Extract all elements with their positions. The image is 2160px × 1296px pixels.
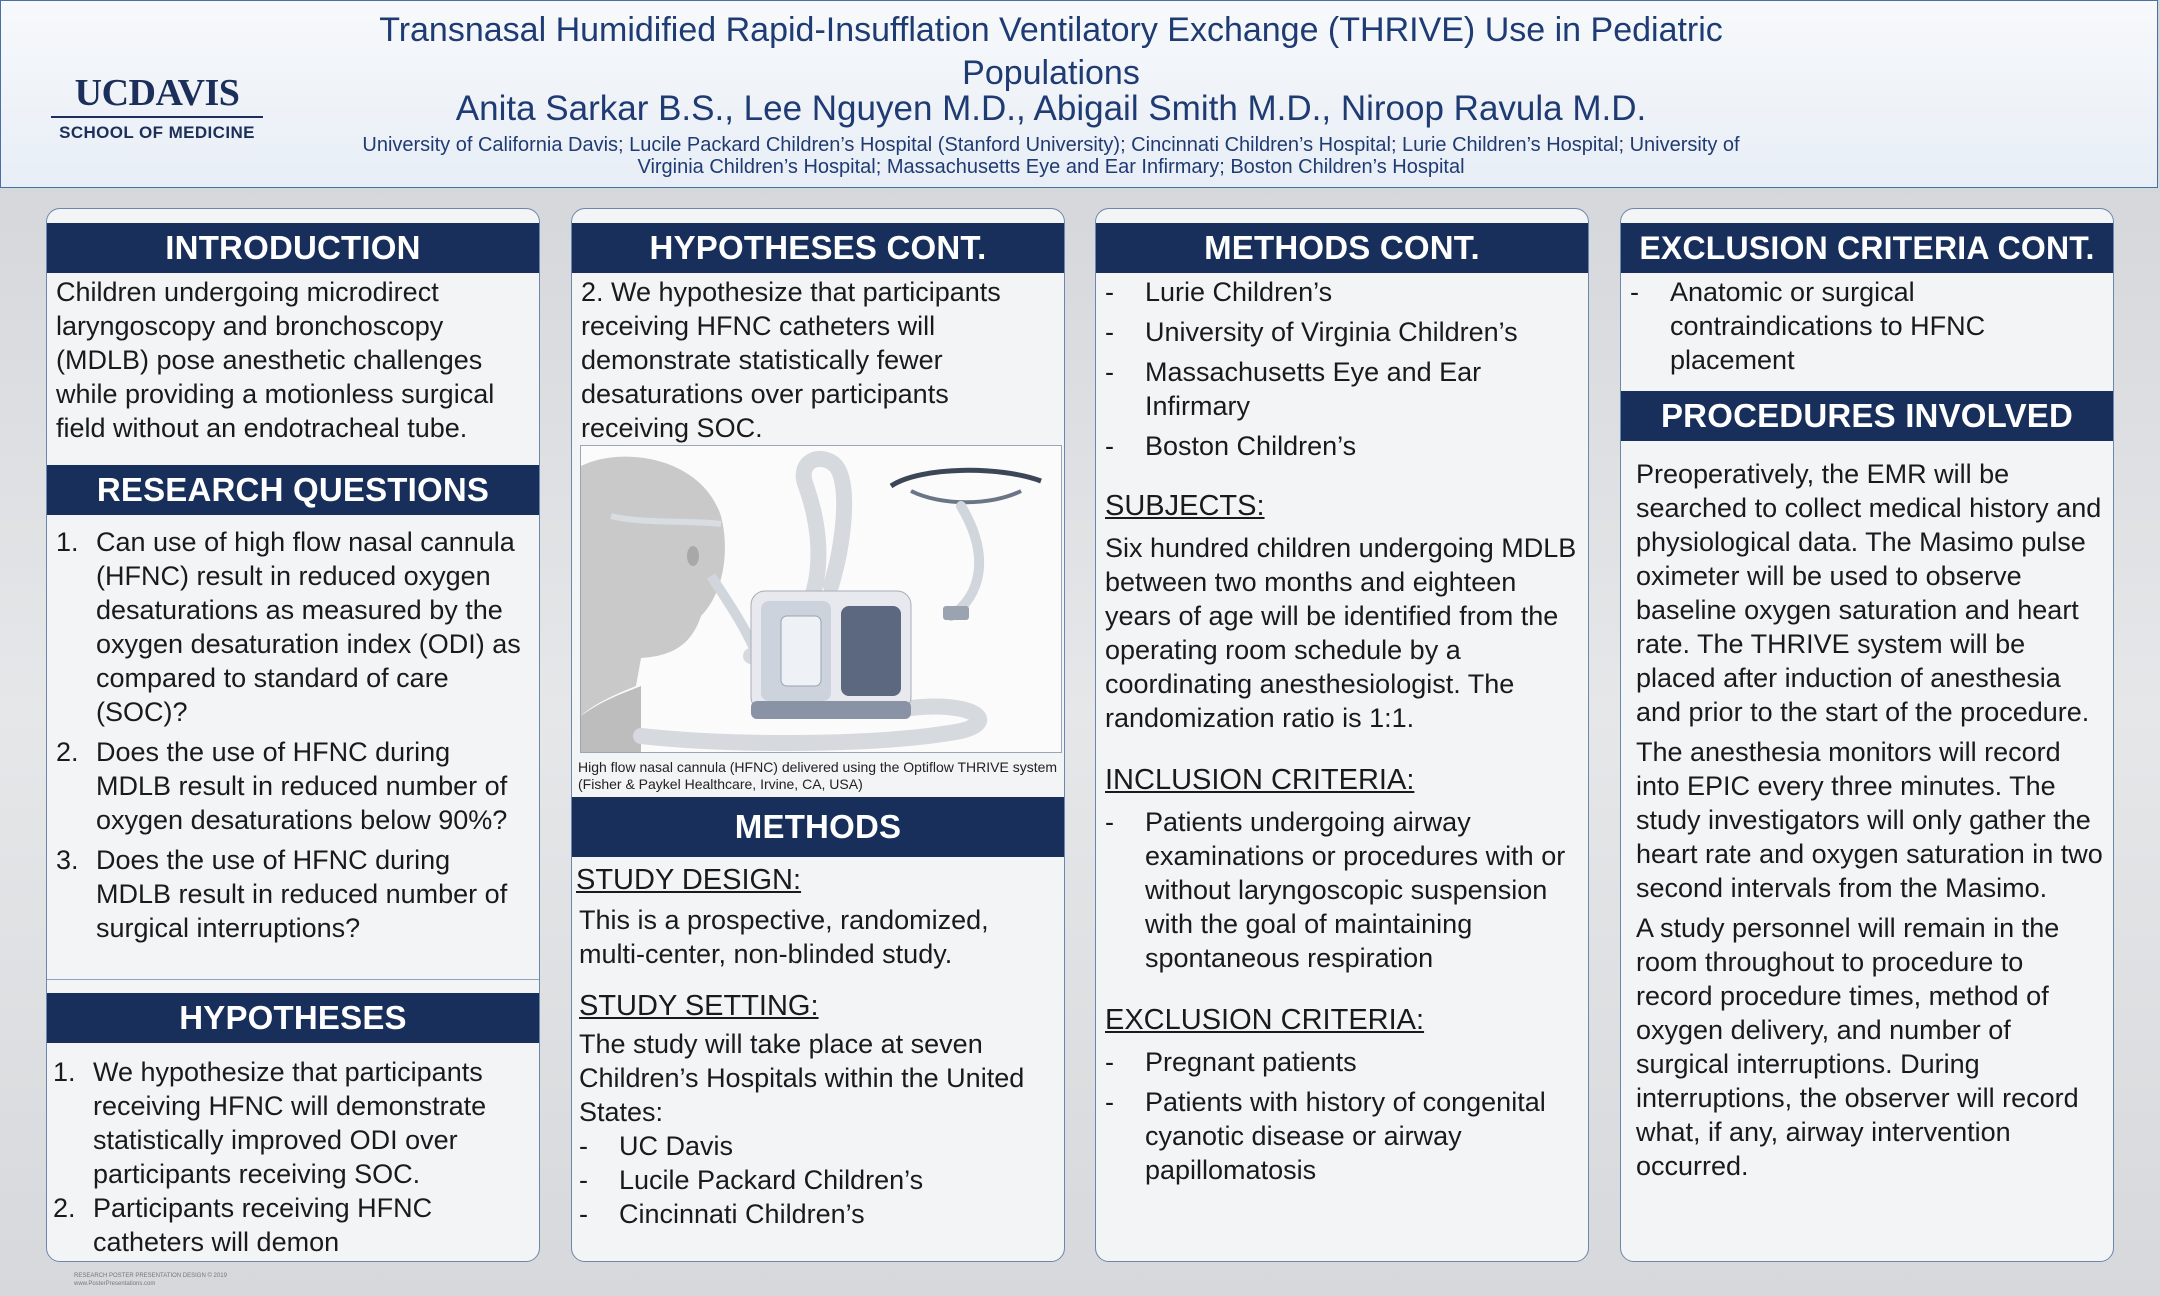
study-setting-text [579, 1027, 1059, 1231]
research-questions-heading: RESEARCH QUESTIONS [47, 465, 539, 515]
procedures-text [1636, 457, 2106, 1183]
exclusion-criteria [1105, 1045, 1581, 1187]
bullet-item-text: Lurie Children’s [1145, 277, 1333, 307]
poster-footer [74, 1272, 227, 1288]
exclusion-cont-heading: EXCLUSION CRITERIA CONT. [1621, 223, 2113, 273]
procedures-heading: PROCEDURES INVOLVED [1621, 391, 2113, 441]
dash-bullet: - [1105, 277, 1114, 307]
sites-cont-list [1105, 275, 1581, 463]
list-number: 1. [56, 527, 79, 557]
bullet-item [1105, 1045, 1581, 1079]
dash-bullet: - [579, 1199, 588, 1229]
methods-cont-heading: METHODS CONT. [1096, 223, 1588, 273]
column-2 [571, 208, 1065, 1262]
hypotheses-list [53, 1055, 533, 1259]
column-1 [46, 208, 540, 1262]
methods-heading: METHODS [572, 797, 1064, 857]
exclusion-cont [1630, 275, 2100, 377]
bullet-item-text: Lucile Packard Children’s [619, 1165, 924, 1195]
exclusion-cont-list [1630, 275, 2100, 377]
procedures-paragraph-1: Preoperatively, the EMR will be searched to collect medical history and physiological data. The Masimo pulse oximeter will be used to observe baseline oxygen saturation and heart rate. The THRIVE system will be placed after induction of anesthesia and prior to the start of the procedure. [1636, 459, 2102, 727]
inclusion-heading [1105, 763, 1581, 797]
bullet-item [1105, 315, 1581, 349]
dash-bullet: - [1105, 1047, 1114, 1077]
bullet-item [1105, 355, 1581, 423]
bullet-item [1105, 275, 1581, 309]
affiliations-line-1: University of California Davis; Lucile Packard Children’s Hospital (Stanford University); Cincinnati Children’s Hospital; Lurie Children’s Hospital; University of [362, 134, 1740, 156]
ucdavis-logo [51, 73, 263, 143]
exclusion-heading [1105, 1003, 1581, 1037]
bullet-item-text: Boston Children’s [1145, 431, 1357, 461]
research-questions-ol [56, 525, 532, 945]
bullet-item [1630, 275, 2100, 377]
title-line-1: Transnasal Humidified Rapid-Insufflation Ventilatory Exchange (THRIVE) Use in Pediatric [379, 11, 1723, 49]
bullet-item [579, 1197, 1059, 1231]
study-setting-heading [579, 989, 1059, 1023]
bullet-item-text: Cincinnati Children’s [619, 1199, 865, 1229]
study-design-text: This is a prospective, randomized, multi-center, non-blinded study. [579, 905, 989, 969]
bullet-item-text: Pregnant patients [1145, 1047, 1357, 1077]
bullet-item-text: Patients undergoing airway examinations or procedures with or without laryngoscopic suspension with the goal of maintaining spontaneous respiration [1145, 807, 1566, 973]
authors: Anita Sarkar B.S., Lee Nguyen M.D., Abigail Smith M.D., Niroop Ravula M.D. [455, 89, 1647, 128]
list-item-text: Can use of high flow nasal cannula (HFNC) result in reduced oxygen desaturations as measured by the oxygen desaturation index (ODI) as compared to standard of care (SOC)? [96, 527, 521, 727]
bullet-item [1105, 429, 1581, 463]
study-setting-paragraph: The study will take place at seven Children’s Hospitals within the United States: [579, 1029, 1025, 1127]
introduction-heading: INTRODUCTION [47, 223, 539, 273]
sites-list [579, 1129, 1059, 1231]
list-item [56, 525, 532, 729]
hfnc-device-image [580, 445, 1062, 753]
column-3 [1095, 208, 1589, 1262]
list-item-text: We hypothesize that participants receiving HFNC will demonstrate statistically improved ODI over participants receiving SOC. [93, 1057, 487, 1189]
list-item-text: Does the use of HFNC during MDLB result in reduced number of surgical interruptions? [96, 845, 508, 943]
logo-subtitle: SCHOOL OF MEDICINE [59, 123, 255, 142]
bullet-item-text: UC Davis [619, 1131, 734, 1161]
poster-title [331, 9, 1771, 95]
image-caption: High flow nasal cannula (HFNC) delivered using the Optiflow THRIVE system (Fisher & Paykel Healthcare, Irvine, CA, USA) [578, 759, 1058, 792]
research-questions-list [56, 525, 532, 945]
bullet-item [1105, 1085, 1581, 1187]
list-item-text: Participants receiving HFNC catheters will demon [93, 1193, 433, 1257]
dash-bullet: - [1105, 431, 1114, 461]
bullet-item [579, 1163, 1059, 1197]
list-number: 1. [53, 1057, 76, 1087]
list-item [53, 1191, 533, 1259]
subjects-heading [1105, 489, 1581, 523]
study-design-label: STUDY DESIGN: [576, 864, 802, 896]
bullet-item-text: Massachusetts Eye and Ear Infirmary [1145, 357, 1482, 421]
subjects-label: SUBJECTS: [1105, 490, 1265, 522]
subjects-text: Six hundred children undergoing MDLB between two months and eighteen years of age will be identified from the operating room schedule by a coordinating anesthesiologist. The randomization ratio is 1:1. [1105, 533, 1577, 733]
footer-line-1: RESEARCH POSTER PRESENTATION DESIGN © 2019 [74, 1273, 227, 1279]
inclusion-label: INCLUSION CRITERIA: [1105, 764, 1415, 796]
inclusion-criteria [1105, 805, 1581, 975]
exclusion-list [1105, 1045, 1581, 1187]
dash-bullet: - [1105, 807, 1114, 837]
dash-bullet: - [579, 1131, 588, 1161]
list-number: 2. [56, 737, 79, 767]
procedures-paragraph-2: The anesthesia monitors will record into EPIC every three minutes. The study investigators will only gather the heart rate and oxygen saturation in two second intervals from the Masimo. [1636, 737, 2103, 903]
column-4 [1620, 208, 2114, 1262]
affiliations-line-2: Virginia Children’s Hospital; Massachusetts Eye and Ear Infirmary; Boston Children’s Hospital [637, 156, 1465, 178]
list-item [56, 843, 532, 945]
procedures-paragraph-3: A study personnel will remain in the room throughout to procedure to record procedure times, method of oxygen delivery, and number of surgical interruptions. During interruptions, the observer will record what, if any, airway intervention occurred. [1636, 913, 2079, 1181]
study-setting-label: STUDY SETTING: [579, 990, 819, 1022]
dash-bullet: - [1105, 317, 1114, 347]
exclusion-label: EXCLUSION CRITERIA: [1105, 1004, 1425, 1036]
list-item-text: Does the use of HFNC during MDLB result in reduced number of oxygen desaturations below 90%? [96, 737, 508, 835]
list-item [56, 735, 532, 837]
introduction-text: Children undergoing microdirect laryngoscopy and bronchoscopy (MDLB) pose anesthetic challenges while providing a motionless surgical field without an endotracheal tube. [56, 277, 495, 443]
list-number: 2. [53, 1193, 76, 1223]
list-number: 3. [56, 845, 79, 875]
sites-cont [1105, 275, 1581, 463]
title-line-2: Populations [962, 54, 1140, 92]
logo-wordmark: UCDAVIS [51, 73, 263, 118]
hypotheses-ol [53, 1055, 533, 1259]
dash-bullet: - [1105, 1087, 1114, 1117]
dash-bullet: - [1105, 357, 1114, 387]
hfnc-device-illustration [581, 446, 1062, 753]
footer-line-2: www.PosterPresentations.com [74, 1281, 156, 1287]
poster-header [0, 0, 2158, 188]
hypotheses-heading: HYPOTHESES [47, 993, 539, 1043]
hypotheses-cont-heading: HYPOTHESES CONT. [572, 223, 1064, 273]
hypotheses-cont-text: 2. We hypothesize that participants receiving HFNC catheters will demonstrate statistically fewer desaturations over participants receiving SOC. [581, 277, 1001, 443]
bullet-item-text: Patients with history of congenital cyanotic disease or airway papillomatosis [1145, 1087, 1546, 1185]
list-item [53, 1055, 533, 1191]
bullet-item-text: University of Virginia Children’s [1145, 317, 1518, 347]
study-design-heading [576, 863, 1056, 897]
inclusion-list [1105, 805, 1581, 975]
bullet-item-text: Anatomic or surgical contraindications to HFNC placement [1670, 277, 1986, 375]
affiliations [301, 134, 1801, 178]
bullet-item [579, 1129, 1059, 1163]
section-divider [47, 979, 539, 980]
dash-bullet: - [1630, 277, 1639, 307]
bullet-item [1105, 805, 1581, 975]
dash-bullet: - [579, 1165, 588, 1195]
